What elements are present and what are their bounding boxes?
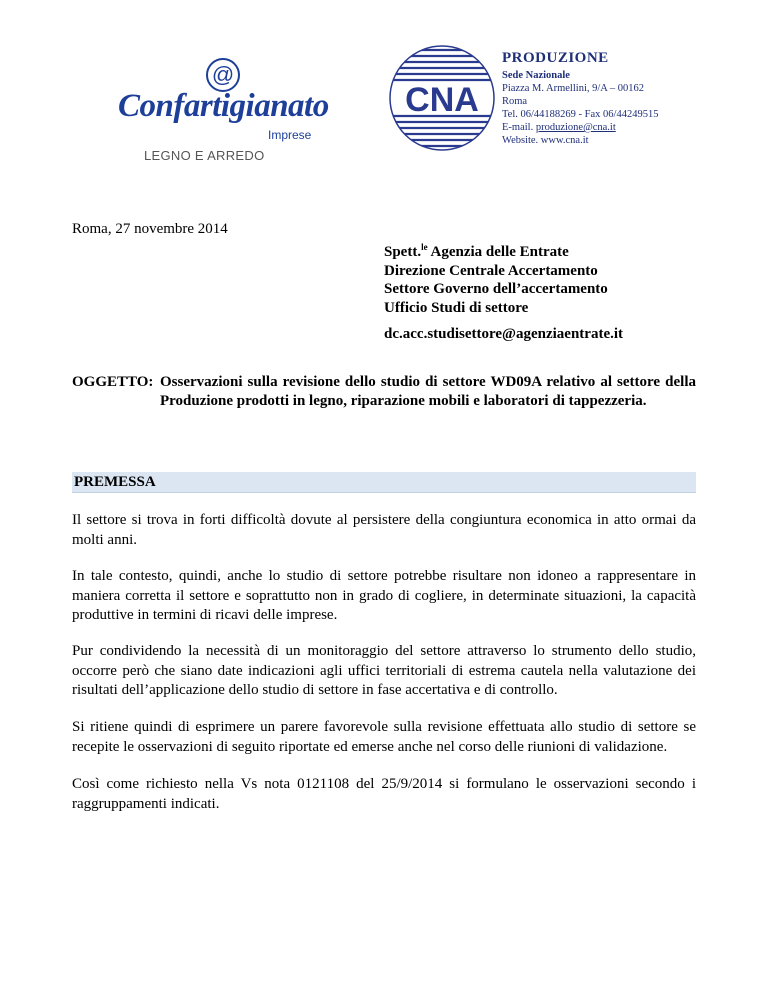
recipient-salutation: Spett.: [384, 244, 422, 260]
recipient-line3: Settore Governo dell’accertamento: [384, 281, 608, 297]
confartigianato-logo: [112, 52, 342, 163]
paragraph: Così come richiesto nella Vs nota 0121108 del 25/9/2014 si formulano le osservazioni secondo i raggruppamenti indicati.: [72, 776, 696, 812]
at-symbol-icon: @: [206, 58, 240, 92]
recipient-line4: Ufficio Studi di settore: [384, 299, 529, 316]
org-phone: Tel. 06/44188269 - Fax 06/44249515: [502, 109, 659, 120]
subject-text: Osservazioni sulla revisione dello studio di settore WD09A relativo al settore della Produzione prodotti in legno, riparazione mobili e laboratori di tappezzeria.: [160, 374, 696, 409]
confartigianato-division: LEGNO E ARREDO: [144, 148, 265, 163]
org-city: Roma: [502, 96, 528, 107]
paragraph: Il settore si trova in forti difficoltà dovute al persistere della congiuntura economica in atto ormai da molti anni.: [72, 512, 696, 548]
recipient-line1: [384, 243, 608, 262]
section-header-bar: [72, 472, 696, 493]
org-email-link[interactable]: produzione@cna.it: [535, 122, 616, 133]
cna-logo: [388, 44, 496, 152]
org-email-line: [502, 121, 742, 134]
cna-globe-icon: [388, 44, 496, 152]
subject-label: OGGETTO:: [72, 374, 154, 390]
recipient-email: dc.acc.studisettore@agenziaentrate.it: [384, 326, 624, 342]
org-title: PRODUZIONE: [502, 50, 609, 66]
recipient-line2: Direzione Centrale Accertamento: [384, 262, 598, 279]
paragraph: In tale contesto, quindi, anche lo studio di settore potrebbe risultare non idoneo a rappresentare in maniera corretta il settore e soprattutto non in grado di cogliere, in determinate situazioni, la capacità produttive in termini di ricavi delle imprese.: [72, 568, 696, 623]
cna-logo-text: CNA: [405, 81, 479, 119]
paragraph: Pur condividendo la necessità di un monitoraggio del settore attraverso lo strumento dello studio, occorre però che siano date indicazioni agli uffici territoriali di estrema cautela nella valutazione dei risultati dell’applicazione dello studio di settore in fase accertativa e di controllo.: [72, 643, 696, 698]
section-title: PREMESSA: [74, 474, 156, 490]
org-office: Sede Nazionale: [502, 70, 570, 81]
letter-date: Roma, 27 novembre 2014: [72, 221, 228, 237]
recipient-agency: Agenzia delle Entrate: [427, 244, 569, 260]
confartigianato-wordmark: Confartigianato: [118, 88, 329, 124]
org-email-prefix: E-mail.: [502, 122, 536, 133]
org-website: Website. www.cna.it: [502, 135, 589, 146]
paragraph: Si ritiene quindi di esprimere un parere favorevole sulla revisione effettuata allo studio di settore se recepite le osservazioni di seguito riportate ed emerse anche nel corso delle riunioni di validazione.: [72, 719, 696, 755]
cna-address-block: [502, 50, 742, 147]
recipient-salutation-sup: le: [421, 242, 428, 252]
org-address: Piazza M. Armellini, 9/A – 00162: [502, 83, 645, 94]
confartigianato-subtitle: Imprese: [268, 128, 312, 142]
recipient-block: [384, 243, 608, 317]
